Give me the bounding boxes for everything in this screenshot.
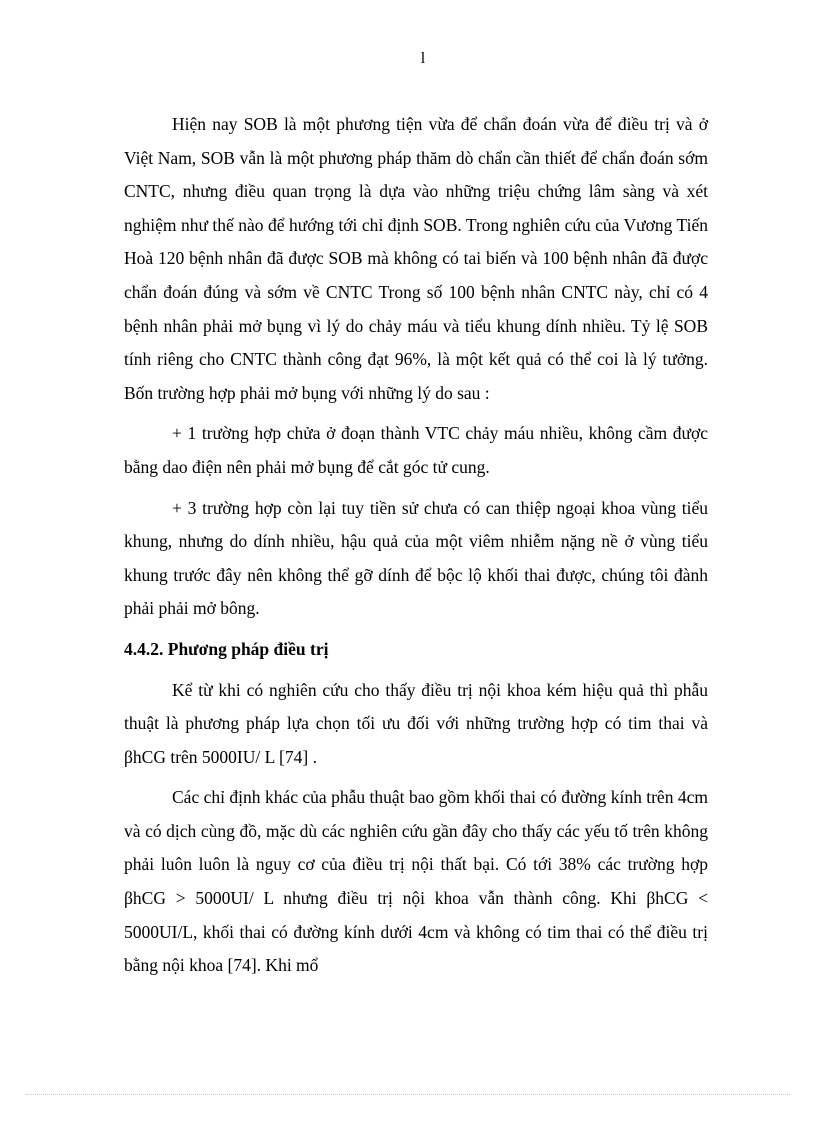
paragraph-surgery-choice: Kể từ khi có nghiên cứu cho thấy điều trị nội khoa kém hiệu quả thì phẫu thuật là phương pháp lựa chọn tối ưu đối với những trường hợp có tim thai và βhCG trên 5000IU/ L [74] . [124,679,708,767]
page-footer-divider [26,1094,790,1095]
paragraph-surgery-indications: Các chỉ định khác của phẫu thuật bao gồm khối thai có đường kính trên 4cm và có dịch cùng đồ, mặc dù các nghiên cứu gần đây cho thấy các yếu tố trên không phải luôn luôn là nguy cơ của điều trị nội thất bại. Có tới 38% các trường hợp βhCG > 5000UI/ L nhưng điều trị nội khoa vẫn thành công. Khi βhCG < 5000UI/L, khối thai có đường kính dưới 4cm và không có tim thai có thể điều trị bằng nội khoa [74]. Khi mổ [124,787,708,976]
section-heading: 4.4.2. Phương pháp điều trị [124,638,329,659]
paragraph-case-three: + 3 trường hợp còn lại tuy tiền sử chưa có can thiệp ngoại khoa vùng tiểu khung, nhưng do dính nhiều, hậu quả của một viêm nhiễm nặng nề ở vùng tiểu khung trước đây nên không thể gỡ dính để bộc lộ khối thai được, chúng tôi đành phải phải mở bông. [124,497,708,619]
paragraph-case-one: + 1 trường hợp chửa ở đoạn thành VTC chảy máu nhiều, không cầm được bằng dao điện nên phải mở bụng để cắt góc tử cung. [124,423,708,477]
page-number: l [420,50,426,67]
document-body [124,108,708,990]
paragraph-sob-overview: Hiện nay SOB là một phương tiện vừa để chẩn đoán vừa để điều trị và ở Việt Nam, SOB vẫn là một phương pháp thăm dò chẩn cần thiết để chẩn đoán sớm CNTC, nhưng điều quan trọng là dựa vào những triệu chứng lâm sàng và xét nghiệm như thế nào để hướng tới chỉ định SOB. Trong nghiên cứu của Vương Tiến Hoà 120 bệnh nhân đã được SOB mà không có tai biến và 100 bệnh nhân đã được chẩn đoán đúng và sớm về CNTC Trong số 100 bệnh nhân CNTC này, chỉ có 4 bệnh nhân phải mở bụng vì lý do chảy máu và tiểu khung dính nhiều. Tỷ lệ SOB tính riêng cho CNTC thành công đạt 96%, là một kết quả có thể coi là lý tưởng. Bốn trường hợp phải mở bụng với những lý do sau : [124,114,708,403]
